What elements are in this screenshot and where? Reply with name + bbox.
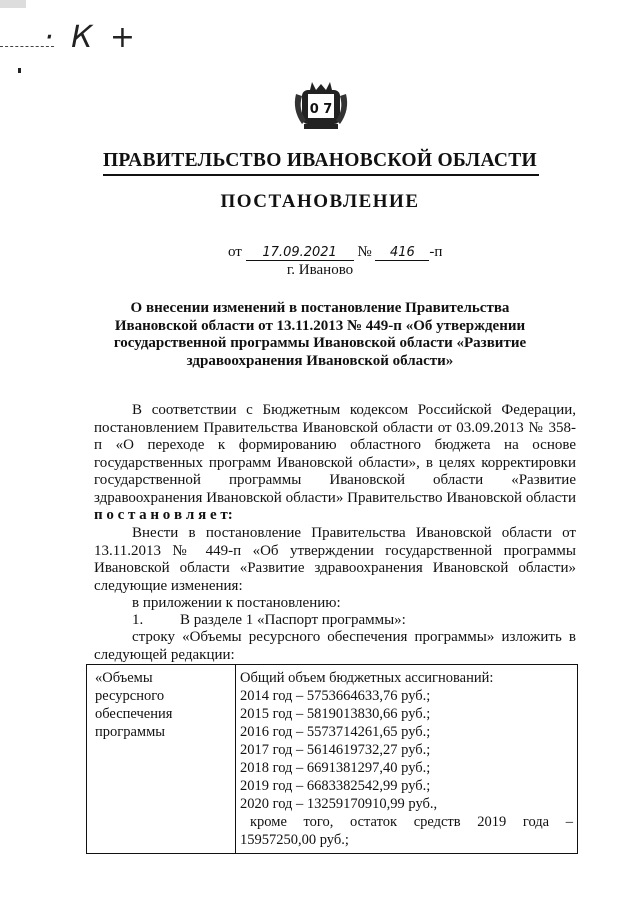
remainder-amount: 15957250,00 руб.;	[240, 832, 349, 848]
document-type: ПОСТАНОВЛЕНИЕ	[220, 191, 420, 212]
date-number-line	[228, 244, 442, 261]
number-suffix: -п	[429, 244, 443, 260]
resource-table	[86, 664, 578, 854]
heading-line: Ивановской области от 13.11.2013 № 449-п «Об утверждении	[114, 317, 526, 334]
table-value-cell	[236, 665, 578, 854]
number-label: №	[357, 244, 372, 260]
resolves-word: п о с т а н о в л я е т:	[94, 507, 233, 523]
appendix-intro: в приложении к постановлению:	[132, 595, 341, 611]
coat-of-arms	[292, 80, 350, 132]
value-line: 2020 год – 13259170910,99 руб.,	[240, 796, 438, 812]
handwritten-mark: · К +	[44, 20, 140, 55]
date-prefix: от	[228, 244, 242, 260]
table-label-cell	[87, 665, 236, 854]
value-line: Общий объем бюджетных ассигнований:	[240, 670, 494, 686]
item-1-number: 1.	[132, 612, 144, 628]
item-1-text: В разделе 1 «Паспорт программы»:	[180, 612, 406, 628]
handwritten-dash	[0, 46, 54, 47]
label-line: «Объемы	[95, 670, 153, 686]
government-title: ПРАВИТЕЛЬСТВО ИВАНОВСКОЙ ОБЛАСТИ	[102, 150, 538, 171]
value-line: 2015 год – 5819013830,66 руб.;	[240, 706, 431, 722]
label-line: программы	[95, 724, 165, 740]
preamble-paragraph	[94, 402, 576, 525]
value-line: 2018 год – 6691381297,40 руб.;	[240, 760, 431, 776]
value-line: 2014 год – 5753664633,76 руб.;	[240, 688, 431, 704]
scan-corner-mark	[0, 0, 26, 8]
label-line: ресурсного	[95, 688, 165, 704]
value-line: 2019 год – 6683382542,99 руб.;	[240, 778, 431, 794]
heading-line: здравоохранения Ивановской области»	[186, 352, 454, 369]
city: г. Иваново	[286, 262, 354, 278]
coat-of-arms-icon	[292, 80, 350, 132]
ink-dot	[18, 68, 21, 73]
preamble-text: В соответствии с Бюджетным кодексом Российской Федерации, постановлением Правительства Ивановской области от 03.09.2013 № 358-п «О переходе к формированию областного бюджета на основе государственных программ Ивановской области», в целях корректировки государственной программы Ивановской области «Развитие здравоохранения Ивановской области» Правительство Ивановской области	[94, 402, 576, 506]
value-line: 2016 год – 5573714261,65 руб.;	[240, 724, 431, 740]
table-row	[87, 665, 578, 854]
item-1-subtext: строку «Объемы ресурсного обеспечения программы» изложить в следующей редакции:	[94, 629, 576, 663]
label-line: обеспечения	[95, 706, 173, 722]
title-underline	[103, 174, 539, 176]
heading-line: государственной программы Ивановской области «Развитие	[113, 335, 527, 351]
amendment-paragraph: Внести в постановление Правительства Ивановской области от 13.11.2013 № 449-п «Об утверждении государственной программы Ивановской области «Развитие здравоохранения Ивановской области» следующие изменения:	[94, 525, 576, 594]
document-heading	[0, 300, 640, 370]
remainder-line: кроме того, остаток средств 2019 года –	[250, 814, 573, 830]
crest-numerals: 0 7	[309, 102, 333, 117]
number-field: 416	[375, 245, 429, 261]
value-line: 2017 год – 5614619732,27 руб.;	[240, 742, 431, 758]
heading-line: О внесении изменений в постановление Правительства	[130, 300, 510, 316]
date-field: 17.09.2021	[246, 245, 354, 261]
